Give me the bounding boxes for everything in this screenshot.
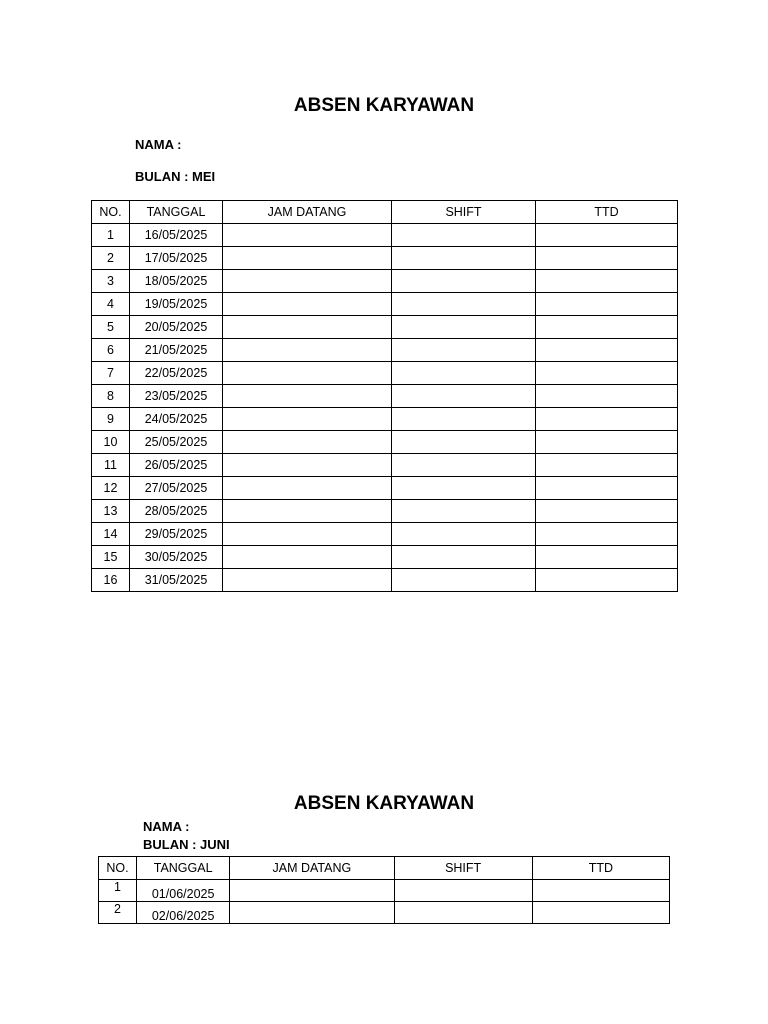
cell-shift[interactable] — [392, 362, 536, 385]
cell-jam-datang[interactable] — [230, 880, 394, 902]
table-row — [92, 247, 678, 270]
cell-tanggal: 16/05/2025 — [130, 224, 223, 247]
cell-ttd[interactable] — [536, 477, 678, 500]
cell-no: 14 — [92, 523, 130, 546]
cell-shift[interactable] — [392, 523, 536, 546]
attendance-table-juni — [98, 856, 670, 924]
cell-tanggal: 23/05/2025 — [130, 385, 223, 408]
cell-ttd[interactable] — [536, 408, 678, 431]
cell-no: 7 — [92, 362, 130, 385]
table-row — [92, 569, 678, 592]
table-row — [92, 339, 678, 362]
table-header-row — [92, 201, 678, 224]
cell-ttd[interactable] — [536, 293, 678, 316]
table-row — [92, 293, 678, 316]
table-row — [92, 362, 678, 385]
cell-no: 11 — [92, 454, 130, 477]
cell-tanggal: 29/05/2025 — [130, 523, 223, 546]
header-tanggal: TANGGAL — [137, 857, 230, 880]
cell-no: 1 — [99, 880, 137, 902]
table-row — [92, 500, 678, 523]
cell-tanggal: 17/05/2025 — [130, 247, 223, 270]
cell-tanggal: 18/05/2025 — [130, 270, 223, 293]
sheet-title-juni: ABSEN KARYAWAN — [293, 793, 475, 814]
cell-shift[interactable] — [392, 224, 536, 247]
cell-shift[interactable] — [392, 247, 536, 270]
table-row — [92, 431, 678, 454]
name-label-juni: NAMA : — [143, 819, 190, 834]
table-row — [92, 546, 678, 569]
cell-jam-datang[interactable] — [223, 224, 392, 247]
table-row — [92, 270, 678, 293]
table-row — [92, 316, 678, 339]
cell-no: 15 — [92, 546, 130, 569]
cell-jam-datang[interactable] — [223, 339, 392, 362]
cell-jam-datang[interactable] — [223, 500, 392, 523]
cell-shift[interactable] — [392, 546, 536, 569]
header-shift: SHIFT — [394, 857, 532, 880]
table-header-row — [99, 857, 670, 880]
cell-ttd[interactable] — [536, 247, 678, 270]
sheet-title-mei: ABSEN KARYAWAN — [293, 95, 475, 116]
cell-jam-datang[interactable] — [223, 431, 392, 454]
cell-ttd[interactable] — [536, 569, 678, 592]
cell-ttd[interactable] — [536, 523, 678, 546]
cell-no: 5 — [92, 316, 130, 339]
cell-tanggal: 22/05/2025 — [130, 362, 223, 385]
cell-tanggal: 19/05/2025 — [130, 293, 223, 316]
cell-ttd[interactable] — [536, 362, 678, 385]
cell-no: 1 — [92, 224, 130, 247]
cell-ttd[interactable] — [536, 224, 678, 247]
cell-shift[interactable] — [392, 293, 536, 316]
month-label-juni: BULAN : JUNI — [143, 837, 230, 852]
header-no: NO. — [99, 857, 137, 880]
cell-shift[interactable] — [392, 316, 536, 339]
cell-jam-datang[interactable] — [223, 569, 392, 592]
cell-shift[interactable] — [394, 902, 532, 924]
cell-shift[interactable] — [392, 408, 536, 431]
cell-jam-datang[interactable] — [223, 362, 392, 385]
cell-tanggal: 30/05/2025 — [130, 546, 223, 569]
cell-shift[interactable] — [392, 385, 536, 408]
cell-tanggal: 01/06/2025 — [137, 880, 230, 902]
table-row — [99, 902, 670, 924]
table-row — [92, 408, 678, 431]
cell-ttd[interactable] — [536, 431, 678, 454]
cell-ttd[interactable] — [532, 880, 669, 902]
table-row — [92, 454, 678, 477]
cell-shift[interactable] — [392, 454, 536, 477]
cell-jam-datang[interactable] — [230, 902, 394, 924]
table-row — [92, 224, 678, 247]
cell-tanggal: 27/05/2025 — [130, 477, 223, 500]
cell-jam-datang[interactable] — [223, 477, 392, 500]
cell-jam-datang[interactable] — [223, 316, 392, 339]
cell-no: 2 — [99, 902, 137, 924]
cell-ttd[interactable] — [536, 500, 678, 523]
month-label-mei: BULAN : MEI — [135, 169, 216, 184]
cell-jam-datang[interactable] — [223, 270, 392, 293]
cell-jam-datang[interactable] — [223, 247, 392, 270]
cell-no: 8 — [92, 385, 130, 408]
header-jam-datang: JAM DATANG — [230, 857, 394, 880]
cell-shift[interactable] — [392, 431, 536, 454]
cell-shift[interactable] — [392, 270, 536, 293]
cell-tanggal: 31/05/2025 — [130, 569, 223, 592]
header-tanggal: TANGGAL — [130, 201, 223, 224]
cell-no: 2 — [92, 247, 130, 270]
header-ttd: TTD — [536, 201, 678, 224]
table-row — [92, 385, 678, 408]
cell-ttd[interactable] — [536, 454, 678, 477]
cell-jam-datang[interactable] — [223, 454, 392, 477]
cell-shift[interactable] — [394, 880, 532, 902]
cell-tanggal: 02/06/2025 — [137, 902, 230, 924]
cell-no: 9 — [92, 408, 130, 431]
cell-jam-datang[interactable] — [223, 546, 392, 569]
cell-jam-datang[interactable] — [223, 408, 392, 431]
cell-no: 3 — [92, 270, 130, 293]
cell-jam-datang[interactable] — [223, 385, 392, 408]
table-row — [99, 880, 670, 902]
cell-jam-datang[interactable] — [223, 293, 392, 316]
cell-tanggal: 26/05/2025 — [130, 454, 223, 477]
cell-no: 4 — [92, 293, 130, 316]
cell-tanggal: 21/05/2025 — [130, 339, 223, 362]
attendance-table-mei — [91, 200, 678, 592]
cell-no: 12 — [92, 477, 130, 500]
header-ttd: TTD — [532, 857, 669, 880]
cell-shift[interactable] — [392, 569, 536, 592]
cell-tanggal: 28/05/2025 — [130, 500, 223, 523]
cell-tanggal: 24/05/2025 — [130, 408, 223, 431]
cell-ttd[interactable] — [532, 902, 669, 924]
name-label-mei: NAMA : — [135, 137, 182, 152]
header-no: NO. — [92, 201, 130, 224]
header-shift: SHIFT — [392, 201, 536, 224]
cell-no: 13 — [92, 500, 130, 523]
cell-shift[interactable] — [392, 339, 536, 362]
cell-ttd[interactable] — [536, 546, 678, 569]
cell-ttd[interactable] — [536, 270, 678, 293]
cell-no: 10 — [92, 431, 130, 454]
cell-ttd[interactable] — [536, 339, 678, 362]
cell-tanggal: 25/05/2025 — [130, 431, 223, 454]
cell-tanggal: 20/05/2025 — [130, 316, 223, 339]
cell-ttd[interactable] — [536, 316, 678, 339]
cell-no: 16 — [92, 569, 130, 592]
header-jam-datang: JAM DATANG — [223, 201, 392, 224]
cell-jam-datang[interactable] — [223, 523, 392, 546]
table-row — [92, 477, 678, 500]
cell-no: 6 — [92, 339, 130, 362]
cell-shift[interactable] — [392, 500, 536, 523]
cell-ttd[interactable] — [536, 385, 678, 408]
cell-shift[interactable] — [392, 477, 536, 500]
table-row — [92, 523, 678, 546]
